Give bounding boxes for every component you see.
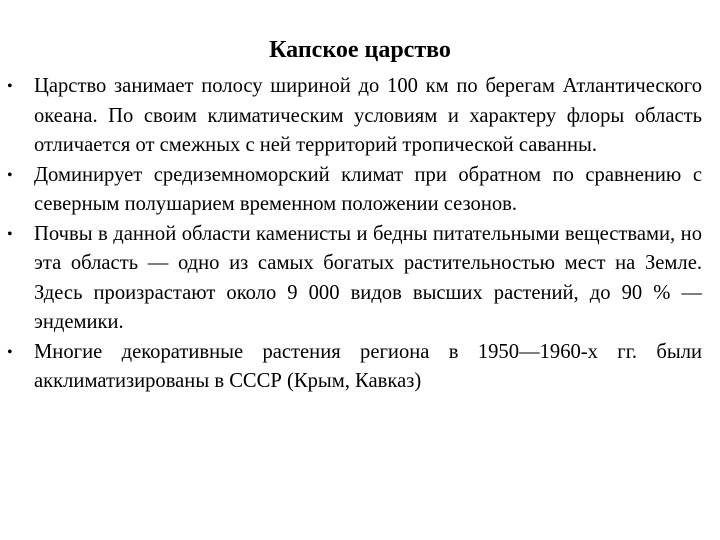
bullet-dot-icon: • [7,225,13,243]
bullet-text-3: Почвы в данной области каменисты и бедны питательными веществами, но эта область — одно из самых богатых растительностью мест на Земле. Здесь произрастают около 9 000 видов высших растений, до 90 % — эндемики. [34,222,702,333]
bullet-text-4: Многие декоративные растения региона в 1950—1960-х гг. были акклиматизированы в СССР (Крым, Кавказ) [34,340,702,392]
bullet-item-2 [0,161,720,220]
bullet-text-1: Царство занимает полосу шириной до 100 км по берегам Атлантического океана. По своим климатическим условиям и характеру флоры область отличается от смежных с ней территорий тропической саванны. [34,75,702,156]
bullet-list [0,72,720,397]
bullet-item-3 [0,220,720,338]
bullet-item-4 [0,338,720,397]
bullet-dot-icon: • [7,78,13,95]
bullet-text-2: Доминирует средиземноморский климат при обратном по сравнению с северным полушарием временном положении сезонов. [34,163,702,215]
bullet-dot-icon: • [7,343,13,361]
slide-title: Капское царство [269,37,451,64]
bullet-dot-icon: • [7,166,13,184]
bullet-item-1 [0,72,720,161]
